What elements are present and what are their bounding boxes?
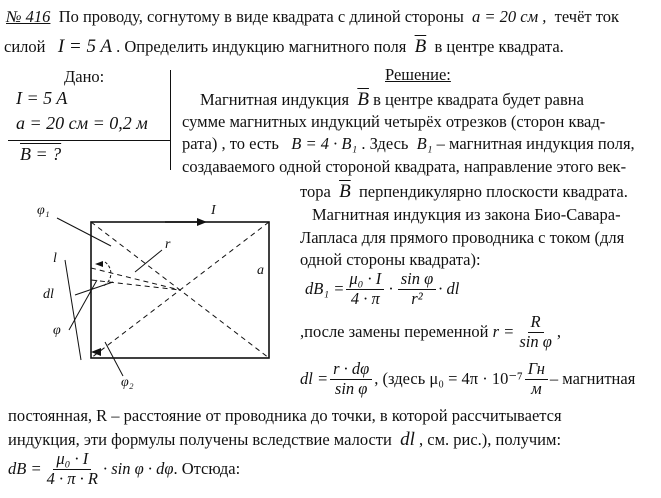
fraction-numerator: μ₀ · I [346, 270, 384, 290]
formula-lhs: dl = [300, 369, 329, 389]
given-vertical-line [170, 70, 171, 170]
given-title: Дано: [64, 67, 105, 86]
header-text: силой [4, 37, 46, 56]
solution-text: – магнитная [549, 369, 636, 389]
solution-dl: dl [400, 429, 415, 450]
header-text: в центре квадрата. [434, 37, 564, 56]
solution-line3 [182, 135, 635, 153]
header-B-vector: $\overline{B}$ [414, 36, 427, 57]
fraction-numerator: r · dφ [330, 360, 372, 380]
solution-line1 [200, 90, 584, 111]
label-r: r [165, 237, 171, 252]
solution-text: в центре квадрата будет равна [373, 90, 584, 109]
label-phi1: φ₁ [37, 203, 50, 218]
solution-text: индукция, эти формулы получены вследствие малости [8, 430, 392, 449]
problem-header-line2 [4, 37, 564, 58]
arrow-head [197, 218, 207, 226]
dl-leader [75, 282, 113, 295]
formula-constant: , (здесь μ₀ = 4π · 10⁻⁷ [374, 369, 523, 389]
formula-dB [8, 450, 240, 489]
r-leader [135, 250, 162, 272]
label-phi2: φ₂ [121, 375, 134, 390]
solution-line5 [300, 182, 628, 203]
fraction-denominator: 4 · π · R [46, 468, 98, 488]
solution-text: перпендикулярно плоскости квадрата. [358, 182, 628, 201]
l-leader [65, 260, 81, 360]
solution-text: Магнитная индукция [200, 90, 350, 109]
solution-line10: постоянная, R – расстояние от проводника до точки, в которой рассчитывается [8, 406, 562, 425]
solution-line2: сумме магнитных индукций четырёх отрезков (сторон квад- [182, 112, 606, 131]
arrow-head [95, 261, 103, 267]
given-find: B = ? [20, 144, 62, 164]
fraction-denominator: м [531, 378, 542, 398]
label-l: l [53, 251, 57, 266]
formula-dl [300, 360, 635, 399]
fraction-numerator: R [528, 313, 544, 333]
problem-header-line1 [6, 8, 619, 26]
header-text: течёт ток [554, 7, 620, 26]
fraction-numerator: μ₀ · I [53, 450, 91, 470]
solution-line6: Магнитная индукция из закона Био-Савара- [312, 205, 621, 224]
solution-text: , см. рис.), получим: [419, 430, 562, 449]
substitution-line: ,после замены переменной r = $\frac{R}{\text{sin φ}}$ , [300, 312, 561, 351]
header-current: I = 5 A [57, 36, 113, 57]
header-side: a = 20 см , [472, 7, 547, 26]
fraction [525, 360, 548, 399]
given-side: a = 20 см = 0,2 м [16, 113, 148, 133]
fraction [346, 270, 384, 309]
solution-text: рата) , то есть [182, 134, 279, 153]
fraction [330, 360, 372, 399]
solution-line11 [8, 430, 561, 451]
formula-dB1: dB₁ = $\frac{\text{μ₀ · I}}{4 \cdot \pi}$ · $\frac{\text{sin φ}}{\text{r²}}$ · dl [305, 269, 460, 308]
solution-text: ,после замены переменной [300, 322, 489, 342]
given-current: I = 5 A [16, 88, 68, 108]
solution-text: . Отсюда: [173, 459, 241, 479]
solution-equation: B = 4 · B₁ [291, 134, 358, 153]
fraction-denominator: sin φ [519, 331, 552, 351]
solution-text: . Здесь [361, 134, 409, 153]
solution-text: тора [300, 182, 331, 201]
solution-B-vector: $\overline{B}$ [339, 181, 351, 202]
fraction [44, 450, 101, 489]
label-phi: φ [53, 323, 61, 338]
problem-number: № 416 [6, 7, 51, 26]
fraction-numerator: Гн [525, 360, 548, 380]
solution-line7: Лапласа для прямого проводника с током (для [300, 228, 625, 247]
header-text: По проводу, согнутому в виде квадрата с длиной стороны [58, 7, 464, 26]
square-conductor-diagram [25, 190, 285, 400]
phi2-leader [105, 342, 123, 376]
phi-leader [69, 280, 97, 330]
fraction-numerator: sin φ [398, 270, 437, 290]
fraction-denominator: 4 · π [350, 288, 380, 308]
solution-title: Решение: [385, 65, 451, 84]
fraction [398, 270, 437, 309]
given-divider [8, 140, 170, 141]
label-dl: dl [43, 287, 54, 302]
formula-lhs: dB₁ = [305, 279, 345, 299]
header-text: . Определить индукцию магнитного поля [116, 37, 407, 56]
label-a: a [257, 263, 264, 278]
formula-lhs: dB = [8, 459, 42, 479]
formula-lhs: r = [492, 322, 515, 342]
fraction [516, 313, 555, 352]
fraction-denominator: sin φ [334, 378, 368, 398]
label-I: I [211, 203, 216, 218]
fraction-denominator: r² [411, 288, 423, 308]
solution-B1: B₁ [416, 134, 433, 153]
formula-tail: · dl [438, 279, 460, 299]
solution-text: – магнитная индукция поля, [436, 134, 635, 153]
solution-line4: создаваемого одной стороной квадрата, направление этого век- [182, 157, 627, 176]
formula-tail: · sin φ · dφ [102, 459, 174, 479]
solution-line8: одной стороны квадрата): [300, 250, 481, 269]
solution-B-vector: $\overline{B}$ [357, 89, 369, 110]
